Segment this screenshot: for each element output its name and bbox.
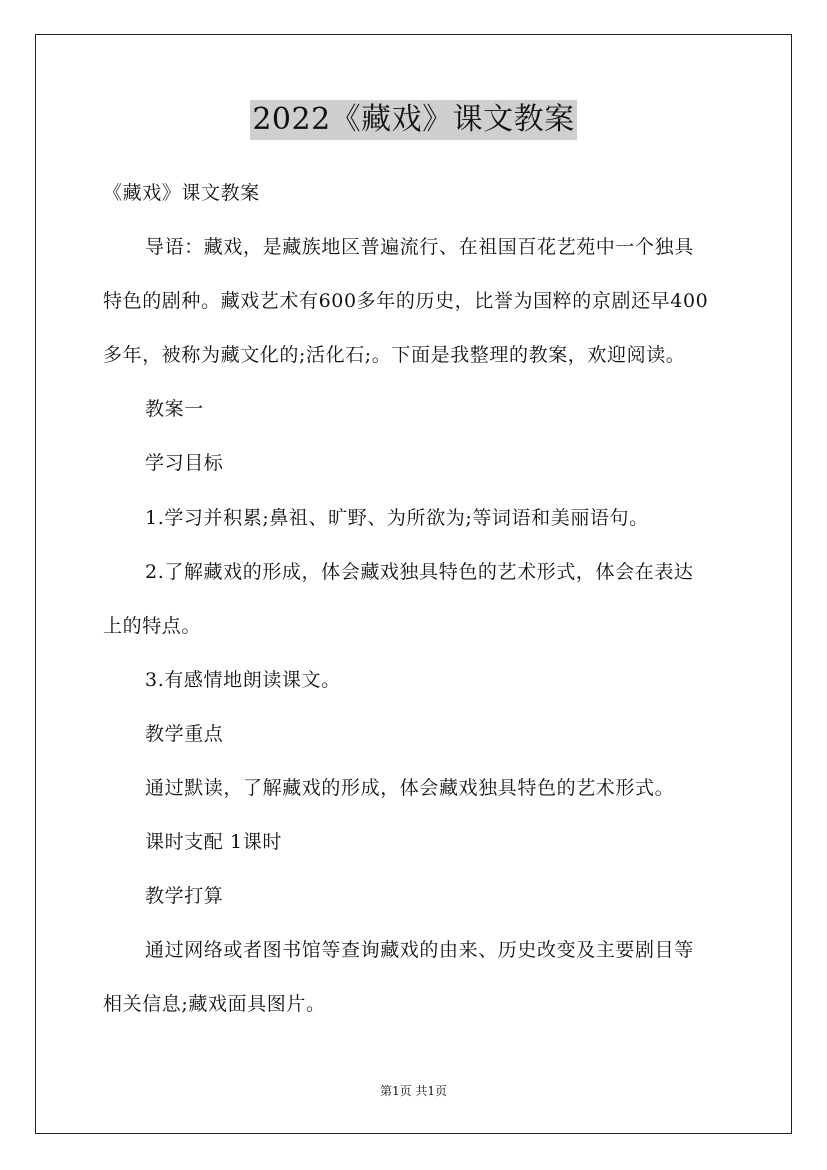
section-heading: 教学重点: [145, 723, 224, 745]
section-heading: 学习目标: [145, 452, 224, 474]
title-container: [0, 100, 827, 140]
paragraph-line: 导语：藏戏，是藏族地区普遍流行、在祖国百花艺苑中一个独具: [145, 236, 694, 258]
paragraph-line: 上的特点。: [103, 615, 202, 637]
paragraph-line: 通过默读，了解藏戏的形成，体会藏戏独具特色的艺术形式。: [145, 777, 675, 799]
paragraph-line: 相关信息;藏戏面具图片。: [103, 993, 326, 1015]
section-heading: 教案一: [145, 398, 204, 420]
paragraph-line: 特色的剧种。藏戏艺术有600多年的历史，比誉为国粹的京剧还早400: [103, 290, 709, 312]
paragraph-line: 多年，被称为藏文化的;活化石;。下面是我整理的教案，欢迎阅读。: [103, 344, 686, 366]
paragraph-line: 通过网络或者图书馆等查询藏戏的由来、历史改变及主要剧目等: [145, 939, 694, 961]
document-title: 2022《藏戏》课文教案: [250, 100, 576, 140]
page-footer: 第1页 共1页: [379, 1084, 448, 1098]
subtitle-line: 《藏戏》课文教案: [103, 182, 260, 204]
section-heading: 教学打算: [145, 885, 224, 907]
paragraph-line: 课时支配 1课时: [145, 831, 282, 853]
paragraph-line: 2.了解藏戏的形成，体会藏戏独具特色的艺术形式，体会在表达: [145, 561, 694, 583]
paragraph-line: 1.学习并积累;鼻祖、旷野、为所欲为;等词语和美丽语句。: [145, 507, 649, 529]
paragraph-line: 3.有感情地朗读课文。: [145, 669, 341, 691]
